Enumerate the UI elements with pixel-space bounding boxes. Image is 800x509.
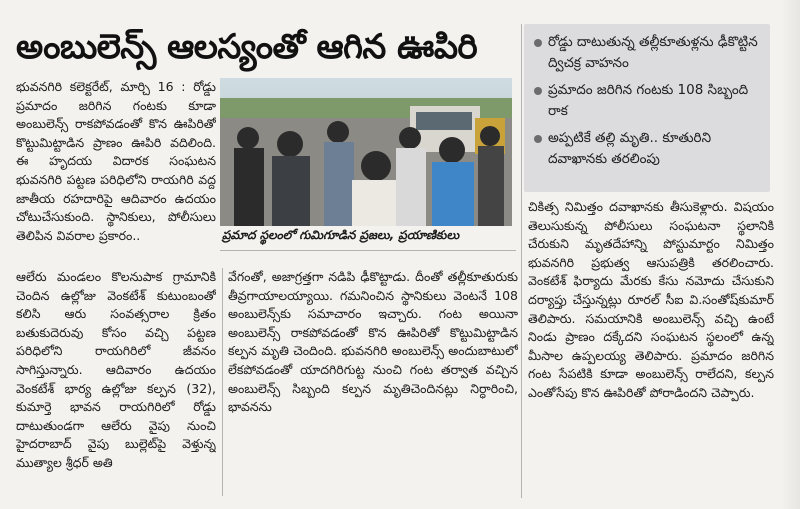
highlights-box	[524, 24, 770, 192]
news-photo	[220, 78, 512, 226]
highlight-item: రోడ్డు దాటుతున్న తల్లీకూతుళ్లను ఢీకొట్టిన ద్విచక్ర వాహనం	[532, 32, 764, 74]
previous-article-strip	[0, 0, 800, 10]
article-column-middle	[228, 268, 518, 498]
article-paragraph: చికిత్స నిమిత్తం దవాఖానకు తీసుకెళ్లారు. విషయం తెలుసుకున్న పోలీసులు సంఘటనా స్థలానికి చేరుకుని మృతదేహాన్ని పోస్టుమార్టం నిమిత్తం భువనగిరి ప్రభుత్వ ఆసుపత్రికి తరలించారు. వెంకటేశ్ ఫిర్యాదు మేరకు కేసు నమోదు చేసుకుని దర్యాప్తు చేస్తున్నట్లు రూరల్ సీఐ వి.సంతోష్‌కుమార్ తెలిపారు. సమయానికి అంబులెన్స్ వచ్చి ఉంటే నిండు ప్రాణం దక్కేదని సంఘటన స్థలంలో ఉన్న మీసాల ఉప్పలయ్య తెలిపారు. ప్రమాదం జరిగిన గంట సేపటికి కూడా అంబులెన్స్ రాలేదని, కల్పన ఎంతోసేపు కొన ఊపిరితో పోరాడిందని చెప్పారు.	[528, 199, 774, 400]
headline: అంబులెన్స్ ఆలస్యంతో ఆగిన ఊపిరి	[16, 27, 478, 67]
column-divider	[521, 24, 522, 498]
highlights-list	[524, 24, 770, 170]
photo-caption: ప్రమాద స్థలంలో గుమిగూడిన ప్రజలు, ప్రయాణికులు	[222, 228, 460, 242]
article-paragraph: భువనగిరి కలెక్టరేట్, మార్చి 16 : రోడ్డు ప్రమాదం జరిగిన గంటకు కూడా అంబులెన్స్ రాకపోవడంతో కొన ఊపిరితో కొట్టుమిట్టాడిన ప్రాణం ఊపిరి వదిలింది. ఈ హృదయ విదారక సంఘటన భువనగిరి పట్టణ పరిధిలోని రాయగిరి వద్ద జాతీయ రహదారిపై ఆదివారం ఉదయం చోటుచేసుకుంది. స్థానికులు, పోలీసులు తెలిపిన వివరాల ప్రకారం..	[16, 79, 216, 243]
highlight-item: అప్పటికే తల్లి మృతి.. కూతురిని దవాఖానకు తరలింపు	[532, 128, 764, 170]
highlight-item: ప్రమాదం జరిగిన గంటకు 108 సిబ్బంది రాక	[532, 80, 764, 122]
article-paragraph: ఆలేరు మండలం కొలనుపాక గ్రామానికి చెందిన ఉల్లోజు వెంకటేశ్ కుటుంబంతో కలిసి ఆరు సంవత్సరాల క్రితం బతుకుదెరువు కోసం వచ్చి పట్టణ పరిధిలోని రాయగిరిలో జీవనం సాగిస్తున్నారు. ఆదివారం ఉదయం వెంకటేశ్ భార్య ఉల్లోజు కల్పన (32), కుమార్తె భావన రాయగిరిలో రోడ్డు దాటుతుండగా ఆలేరు వైపు నుంచి హైదరాబాద్ వైపు బుల్లెట్‌పై వెళ్తున్న ముత్యాల శ్రీధర్ అతి	[16, 269, 216, 470]
caption-divider	[220, 250, 516, 251]
article-paragraph: వేగంతో, అజాగ్రత్తగా నడిపి ఢీకొట్టాడు. దీంతో తల్లీకూతురుకు తీవ్రగాయాలయ్యాయి. గమనించిన స్థానికులు వెంటనే 108 అంబులెన్స్‌కు సమాచారం ఇచ్చారు. గంట అయినా అంబులెన్స్ రాకపోవడంతో కొన ఊపిరితో కొట్టుమిట్టాడిన కల్పన మృతి చెందింది. భువనగిరి అంబులెన్స్ అందుబాటులో లేకపోవడంతో యాదగిరిగుట్ట నుంచి గంట తర్వాత వచ్చిన అంబులెన్స్ సిబ్బంది కల్పన మృతిచెందినట్లు నిర్ధారించి, భావనను	[228, 269, 518, 415]
article-column-right	[528, 198, 774, 498]
page-edge-shadow	[780, 0, 800, 509]
article-column-left-bottom	[16, 268, 216, 498]
column-divider	[222, 268, 223, 496]
crowd-photo-illustration	[220, 78, 512, 226]
